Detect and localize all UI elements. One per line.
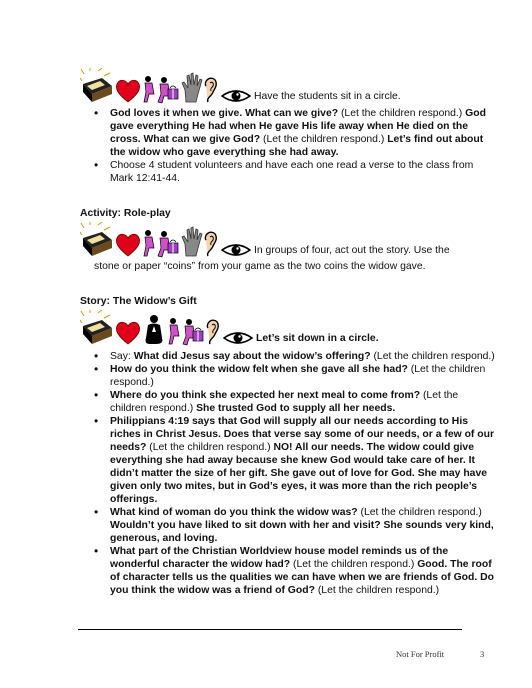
activity-intro: In groups of four, act out the story. Use the — [254, 245, 450, 256]
bible-icon — [80, 310, 114, 346]
ear-icon — [206, 318, 222, 346]
text-run: What part of the Christian Worldview house model reminds us of the wonderful character the widow had? — [110, 546, 449, 570]
story-intro: Let’s sit down in a circle. — [256, 333, 379, 344]
text-run: Let’s find out about the widow who gave everything she had away. — [110, 134, 484, 158]
story-bullets — [94, 350, 496, 597]
story-heading: Story: The Widow’s Gift — [80, 296, 197, 307]
text-run: (Let the children respond.) — [338, 108, 466, 119]
ear-icon — [204, 230, 220, 258]
text-run: She trusted God to supply all her needs. — [196, 403, 396, 414]
text-run: What did Jesus say about the widow’s offering? — [133, 351, 371, 362]
icon-strip — [80, 310, 253, 346]
text-run: What kind of woman do you think the widow was? — [110, 507, 358, 518]
section1-bullets — [94, 107, 496, 185]
text-run: Where do you think she expected her next meal to come from? — [110, 390, 421, 401]
text-run: NO! All our needs. The widow could give everything she had away because she knew God would take care of her. It didn’t matter the size of her gift. She gave out of love for God. She may have given only two mites, but in God’s eyes, it was more than the rich people’s offerings. — [110, 442, 488, 505]
heart-icon — [115, 320, 141, 346]
list-item — [94, 107, 496, 159]
text-run: How do you think the widow felt when she gave all she had? — [110, 364, 408, 375]
ear-icon — [204, 76, 220, 104]
activity-continuation: stone or paper “coins” from your game as the two coins the widow gave. — [94, 261, 426, 272]
list-item — [94, 350, 496, 363]
text-run: (Let the children respond.) — [370, 351, 495, 362]
icon-strip — [80, 68, 251, 104]
list-item — [94, 415, 496, 506]
text-run: Good. The roof of character tells us the qualities we can have when we are friends of God. Do you think the widow was a friend of God? — [110, 559, 494, 596]
section1-intro: Have the students sit in a circle. — [254, 91, 401, 102]
page-number: 3 — [480, 649, 485, 659]
text-run: God loves it when we give. What can we give? — [110, 108, 339, 119]
hand-icon — [181, 226, 203, 258]
icon-row-3 — [80, 310, 379, 346]
text-run: God gave everything He had when He gave His life away when He died on the cross. What can we give God? — [110, 108, 486, 145]
text-run: (Let the children respond.) — [314, 585, 440, 596]
bible-icon — [80, 68, 114, 104]
text-run: Wouldn’t you have liked to sit down with her and visit? She sounds very kind, generous, and loving. — [110, 520, 494, 544]
text-run: Say: — [110, 351, 134, 362]
text-run: Choose 4 student volunteers and have each one read a verse to the class from Mark 12:41-44. — [110, 160, 474, 184]
list-item — [94, 545, 496, 597]
list-item — [94, 159, 496, 185]
people-gift-icon — [142, 74, 180, 104]
heart-icon — [115, 232, 141, 258]
list-item — [94, 363, 496, 389]
text-run: (Let the children respond.) — [260, 134, 388, 145]
people-gift-icon — [142, 228, 180, 258]
people-gift-icon — [167, 316, 205, 346]
text-run: (Let the children respond.) — [110, 390, 459, 414]
hand-icon — [181, 72, 203, 104]
text-run: (Let the children respond.) — [110, 364, 486, 388]
list-item — [94, 506, 496, 545]
footer-text: Not For Profit — [396, 649, 445, 659]
eye-icon — [221, 88, 251, 104]
heart-icon — [115, 78, 141, 104]
icon-strip — [80, 222, 251, 258]
text-run: (Let the children respond.) — [290, 559, 418, 570]
bible-icon — [80, 222, 114, 258]
eye-icon — [223, 330, 253, 346]
text-run: (Let the children respond.) — [146, 442, 274, 453]
text-run: Philippians 4:19 says that God will supply all our needs according to His riches in Christ Jesus. Does that verse say some of our needs, or a few of our needs? — [110, 416, 494, 453]
text-run: (Let the children respond.) — [357, 507, 482, 518]
icon-row-2 — [80, 222, 450, 258]
footer-rule — [78, 629, 462, 630]
praying-person-icon — [142, 314, 166, 346]
icon-row-1 — [80, 68, 401, 104]
activity-heading: Activity: Role-play — [80, 208, 171, 219]
list-item — [94, 389, 496, 415]
eye-icon — [221, 242, 251, 258]
